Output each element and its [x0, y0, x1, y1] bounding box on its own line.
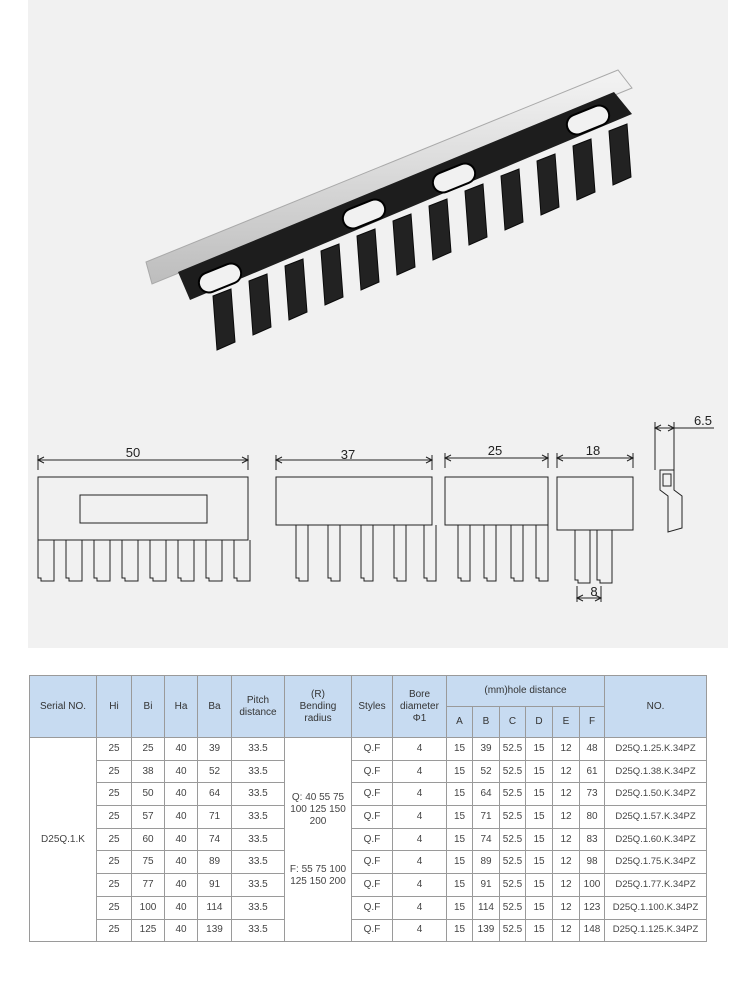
comb-tooth [178, 540, 194, 581]
cell-bi: 125 [132, 919, 165, 942]
comb-tooth [296, 525, 308, 581]
cell-d: 15 [526, 851, 553, 874]
spec-table [29, 675, 707, 942]
cell-b: 64 [473, 783, 500, 806]
comb-tooth [361, 525, 373, 581]
comb-tooth [394, 525, 406, 581]
comb-tooth-photo [357, 229, 379, 290]
cell-ba: 64 [198, 783, 232, 806]
cell-a: 15 [447, 896, 473, 919]
cell-a: 15 [447, 738, 473, 761]
cell-no: D25Q.1.75.K.34PZ [605, 851, 707, 874]
table-row [30, 738, 707, 761]
cell-c: 52.5 [500, 851, 526, 874]
comb-tooth [511, 525, 523, 581]
cell-e: 12 [553, 851, 580, 874]
bending-radius-cell: Q: 40 55 75 100 125 150 200 F: 55 75 100 125 150 200 [285, 738, 352, 942]
cell-a: 15 [447, 919, 473, 942]
comb-tooth [234, 540, 250, 581]
cell-bore: 4 [393, 851, 447, 874]
comb-tooth [575, 530, 590, 583]
header-pitch: Pitch distance [232, 676, 285, 738]
cell-f: 80 [580, 806, 605, 829]
table-row [30, 760, 707, 783]
comb-tooth-photo [393, 214, 415, 275]
cell-f: 48 [580, 738, 605, 761]
cell-b: 114 [473, 896, 500, 919]
header-hi: Hi [97, 676, 132, 738]
cell-pitch: 33.5 [232, 919, 285, 942]
table-row [30, 783, 707, 806]
cell-ha: 40 [165, 806, 198, 829]
cell-ha: 40 [165, 896, 198, 919]
cell-ba: 139 [198, 919, 232, 942]
cell-b: 39 [473, 738, 500, 761]
cell-pitch: 33.5 [232, 760, 285, 783]
cell-no: D25Q.1.25.K.34PZ [605, 738, 707, 761]
cell-e: 12 [553, 828, 580, 851]
cell-pitch: 33.5 [232, 806, 285, 829]
cell-pitch: 33.5 [232, 851, 285, 874]
cell-f: 83 [580, 828, 605, 851]
cell-a: 15 [447, 851, 473, 874]
cell-hi: 25 [97, 828, 132, 851]
cell-d: 15 [526, 760, 553, 783]
cell-style: Q.F [352, 806, 393, 829]
cell-bi: 38 [132, 760, 165, 783]
dim-pitch-8: 8 [590, 584, 598, 599]
cell-f: 123 [580, 896, 605, 919]
cell-style: Q.F [352, 851, 393, 874]
cell-a: 15 [447, 783, 473, 806]
table-body [30, 738, 707, 942]
dim-width-37: 37 [340, 447, 356, 462]
cell-style: Q.F [352, 738, 393, 761]
header-ha: Ha [165, 676, 198, 738]
cell-style: Q.F [352, 760, 393, 783]
header-bi: Bi [132, 676, 165, 738]
cell-c: 52.5 [500, 806, 526, 829]
cell-f: 98 [580, 851, 605, 874]
cell-bore: 4 [393, 760, 447, 783]
cell-b: 89 [473, 851, 500, 874]
header-hole-a: A [447, 707, 473, 738]
cell-ha: 40 [165, 828, 198, 851]
cell-bi: 60 [132, 828, 165, 851]
cell-pitch: 33.5 [232, 738, 285, 761]
cell-d: 15 [526, 806, 553, 829]
cell-no: D25Q.1.57.K.34PZ [605, 806, 707, 829]
cell-f: 61 [580, 760, 605, 783]
cell-ha: 40 [165, 738, 198, 761]
cell-ba: 89 [198, 851, 232, 874]
cell-ba: 52 [198, 760, 232, 783]
cell-bi: 75 [132, 851, 165, 874]
cell-e: 12 [553, 783, 580, 806]
cell-pitch: 33.5 [232, 896, 285, 919]
cell-hi: 25 [97, 783, 132, 806]
cell-b: 52 [473, 760, 500, 783]
table-row [30, 828, 707, 851]
cell-no: D25Q.1.125.K.34PZ [605, 919, 707, 942]
cell-hi: 25 [97, 874, 132, 897]
cell-no: D25Q.1.60.K.34PZ [605, 828, 707, 851]
cell-pitch: 33.5 [232, 783, 285, 806]
cell-ba: 74 [198, 828, 232, 851]
cell-e: 12 [553, 738, 580, 761]
comb-tooth [66, 540, 82, 581]
cell-e: 12 [553, 760, 580, 783]
cell-ha: 40 [165, 760, 198, 783]
cell-d: 15 [526, 896, 553, 919]
cell-no: D25Q.1.77.K.34PZ [605, 874, 707, 897]
header-hole-e: E [553, 707, 580, 738]
comb-tooth [424, 525, 436, 581]
cell-ba: 71 [198, 806, 232, 829]
header-hole-b: B [473, 707, 500, 738]
comb-tooth [94, 540, 110, 581]
technical-drawings [28, 400, 728, 645]
comb-tooth [536, 525, 548, 581]
cell-ba: 91 [198, 874, 232, 897]
cell-pitch: 33.5 [232, 828, 285, 851]
cell-c: 52.5 [500, 874, 526, 897]
cell-bi: 50 [132, 783, 165, 806]
cell-d: 15 [526, 783, 553, 806]
header-no: NO. [605, 676, 707, 738]
comb-tooth-photo [609, 124, 631, 185]
cell-hi: 25 [97, 896, 132, 919]
cell-ha: 40 [165, 783, 198, 806]
cell-no: D25Q.1.50.K.34PZ [605, 783, 707, 806]
comb-tooth-photo [285, 259, 307, 320]
cell-a: 15 [447, 828, 473, 851]
cell-c: 52.5 [500, 760, 526, 783]
cell-pitch: 33.5 [232, 874, 285, 897]
serial-number-cell: D25Q.1.K [30, 738, 97, 942]
comb-tooth [597, 530, 612, 583]
cell-ha: 40 [165, 851, 198, 874]
comb-tooth [484, 525, 496, 581]
cell-bore: 4 [393, 738, 447, 761]
cell-hi: 25 [97, 738, 132, 761]
comb-tooth-photo [465, 184, 487, 245]
cell-hi: 25 [97, 760, 132, 783]
cell-ba: 114 [198, 896, 232, 919]
comb-tooth [328, 525, 340, 581]
cell-e: 12 [553, 874, 580, 897]
dim-width-50: 50 [125, 445, 141, 460]
header-styles: Styles [352, 676, 393, 738]
comb-tooth-photo [537, 154, 559, 215]
cell-f: 148 [580, 919, 605, 942]
cell-d: 15 [526, 828, 553, 851]
header-hole-distance: (mm)hole distance [447, 676, 605, 707]
cell-style: Q.F [352, 919, 393, 942]
cell-bi: 25 [132, 738, 165, 761]
cell-bi: 100 [132, 896, 165, 919]
cell-e: 12 [553, 896, 580, 919]
cell-b: 71 [473, 806, 500, 829]
cell-d: 15 [526, 738, 553, 761]
cell-a: 15 [447, 874, 473, 897]
comb-tooth [122, 540, 138, 581]
cell-hi: 25 [97, 851, 132, 874]
cell-bi: 77 [132, 874, 165, 897]
dim-width-25: 25 [487, 443, 503, 458]
comb-tooth-photo [573, 139, 595, 200]
header-ba: Ba [198, 676, 232, 738]
cell-bore: 4 [393, 806, 447, 829]
cell-d: 15 [526, 919, 553, 942]
cell-bi: 57 [132, 806, 165, 829]
technical-drawing-set [28, 400, 728, 645]
cell-style: Q.F [352, 874, 393, 897]
cell-bore: 4 [393, 874, 447, 897]
cell-hi: 25 [97, 806, 132, 829]
cell-hi: 25 [97, 919, 132, 942]
cell-b: 74 [473, 828, 500, 851]
comb-tooth-photo [321, 244, 343, 305]
table-row [30, 896, 707, 919]
header-hole-d: D [526, 707, 553, 738]
cell-bore: 4 [393, 919, 447, 942]
cell-a: 15 [447, 806, 473, 829]
cell-c: 52.5 [500, 738, 526, 761]
cell-c: 52.5 [500, 828, 526, 851]
dim-thickness-6-5: 6.5 [693, 413, 713, 428]
cell-b: 91 [473, 874, 500, 897]
header-hole-c: C [500, 707, 526, 738]
dim-width-18: 18 [585, 443, 601, 458]
comb-tooth-photo [213, 289, 235, 350]
header-serial: Serial NO. [30, 676, 97, 738]
cell-bore: 4 [393, 828, 447, 851]
comb-tooth-photo [501, 169, 523, 230]
cell-a: 15 [447, 760, 473, 783]
comb-tooth [150, 540, 166, 581]
cell-no: D25Q.1.100.K.34PZ [605, 896, 707, 919]
header-bending-radius: (R) Bending radius [285, 676, 352, 738]
comb-tooth [38, 540, 54, 581]
cell-e: 12 [553, 919, 580, 942]
comb-tooth-photo [429, 199, 451, 260]
cell-bore: 4 [393, 896, 447, 919]
comb-tooth [206, 540, 222, 581]
cell-ha: 40 [165, 919, 198, 942]
cell-bore: 4 [393, 783, 447, 806]
table-row [30, 851, 707, 874]
cell-d: 15 [526, 874, 553, 897]
cell-b: 139 [473, 919, 500, 942]
table-row [30, 919, 707, 942]
cell-f: 73 [580, 783, 605, 806]
header-bore-diameter: Bore diameter Φ1 [393, 676, 447, 738]
cell-c: 52.5 [500, 896, 526, 919]
cell-style: Q.F [352, 783, 393, 806]
header-hole-f: F [580, 707, 605, 738]
comb-tooth-photo [249, 274, 271, 335]
cell-no: D25Q.1.38.K.34PZ [605, 760, 707, 783]
table-row [30, 806, 707, 829]
cell-style: Q.F [352, 896, 393, 919]
cell-c: 52.5 [500, 783, 526, 806]
cell-e: 12 [553, 806, 580, 829]
table-row [30, 874, 707, 897]
cell-c: 52.5 [500, 919, 526, 942]
cell-ba: 39 [198, 738, 232, 761]
cell-ha: 40 [165, 874, 198, 897]
cell-style: Q.F [352, 828, 393, 851]
cell-f: 100 [580, 874, 605, 897]
comb-tooth [458, 525, 470, 581]
